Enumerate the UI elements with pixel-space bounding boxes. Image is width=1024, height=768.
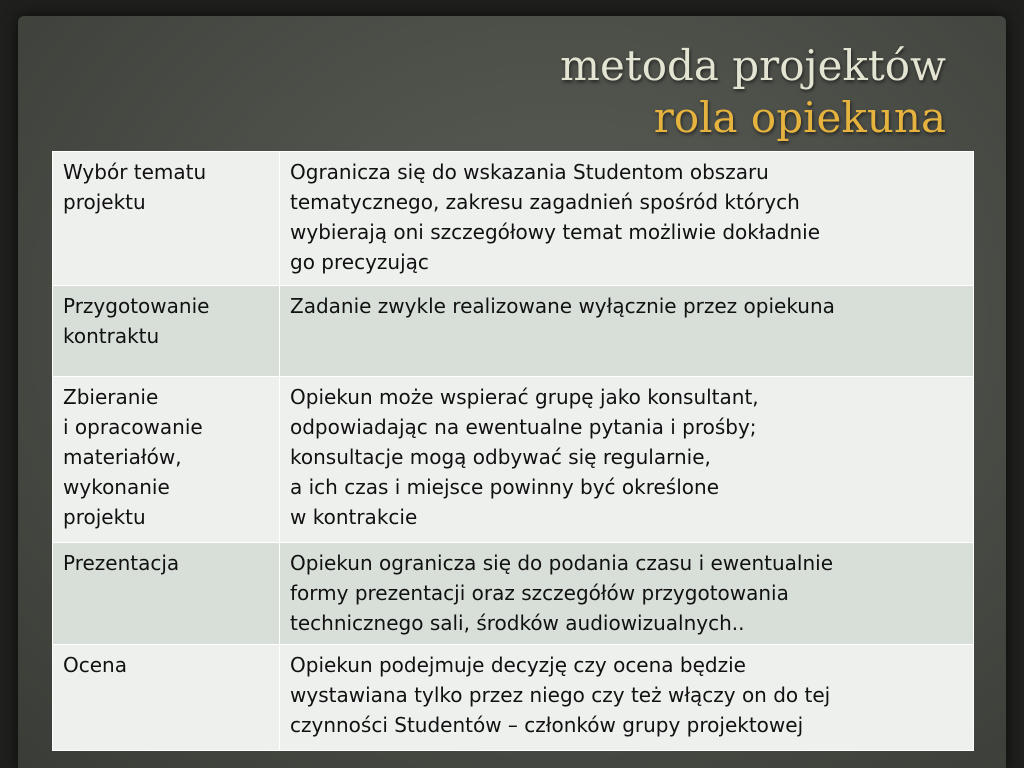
slide-title-main: metoda projektów bbox=[560, 41, 946, 90]
role-cell bbox=[280, 645, 974, 751]
role-cell bbox=[280, 152, 974, 286]
table-row bbox=[53, 377, 974, 543]
stage-label: Wybór tematu projektu bbox=[63, 160, 207, 214]
role-description: Opiekun ogranicza się do podania czasu i ewentualnie formy prezentacji oraz szczegółów przygotowania technicznego sali, środków audiowizualnych.. bbox=[290, 551, 834, 635]
stage-cell bbox=[53, 543, 280, 645]
slide-title bbox=[560, 40, 946, 144]
role-table bbox=[52, 151, 974, 751]
stage-cell bbox=[53, 645, 280, 751]
stage-cell bbox=[53, 152, 280, 286]
stage-cell bbox=[53, 377, 280, 543]
table-row bbox=[53, 645, 974, 751]
stage-cell bbox=[53, 286, 280, 377]
stage-label: Ocena bbox=[63, 653, 127, 677]
table-row bbox=[53, 152, 974, 286]
role-description: Zadanie zwykle realizowane wyłącznie przez opiekuna bbox=[290, 294, 835, 318]
role-cell bbox=[280, 543, 974, 645]
table-row bbox=[53, 543, 974, 645]
role-cell bbox=[280, 286, 974, 377]
role-description: Opiekun może wspierać grupę jako konsultant, odpowiadając na ewentualne pytania i prośby; konsultacje mogą odbywać się regularnie, a ich czas i miejsce powinny być określone w kontrakcie bbox=[290, 385, 759, 529]
slide-title-subtitle: rola opiekuna bbox=[653, 93, 946, 142]
stage-label: Prezentacja bbox=[63, 551, 180, 575]
role-description: Ogranicza się do wskazania Studentom obszaru tematycznego, zakresu zagadnień spośród których wybierają oni szczegółowy temat możliwie dokładnie go precyzując bbox=[290, 160, 821, 274]
table-row bbox=[53, 286, 974, 377]
role-description: Opiekun podejmuje decyzję czy ocena będzie wystawiana tylko przez niego czy też włączy on do tej czynności Studentów – członków grupy projektowej bbox=[290, 653, 831, 737]
stage-label: Przygotowanie kontraktu bbox=[63, 294, 210, 348]
stage-label: Zbieranie i opracowanie materiałów, wykonanie projektu bbox=[63, 385, 203, 529]
role-cell bbox=[280, 377, 974, 543]
